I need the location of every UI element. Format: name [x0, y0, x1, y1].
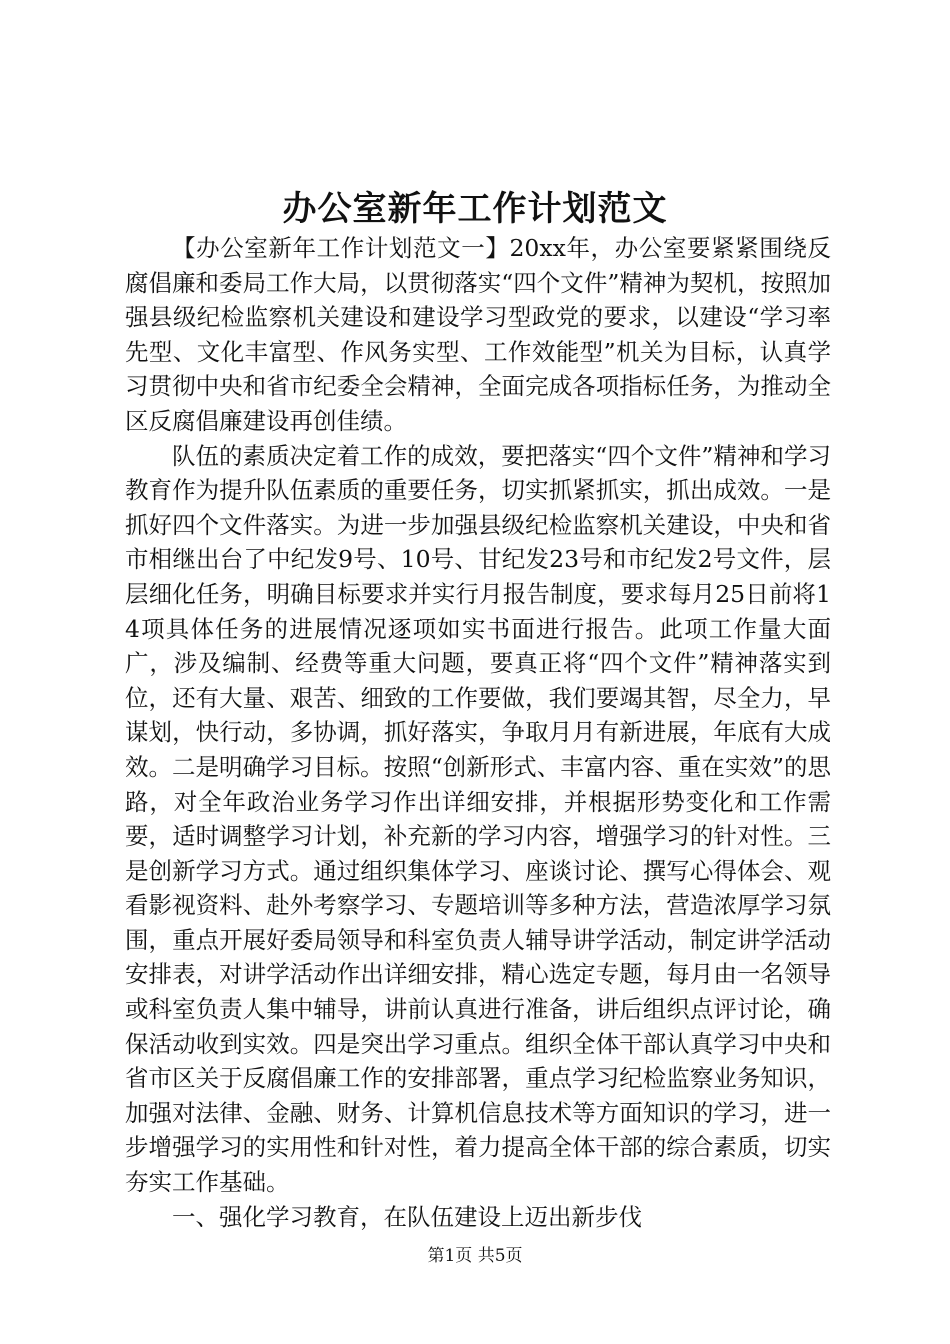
document-body: [125, 231, 831, 1234]
section-heading: 一、强化学习教育，在队伍建设上迈出新步伐: [172, 1202, 642, 1231]
paragraph-intro: 【办公室新年工作计划范文一】20xx年，办公室要紧紧围绕反腐倡廉和委局工作大局，以贯彻落实“四个文件”精神为契机，按照加强县级纪检监察机关建设和建设学习型政党的要求，以建设“学习率先型、文化丰富型、作风务实型、工作效能型”机关为目标，认真学习贯彻中央和省市纪委全会精神，全面完成各项指标任务，为推动全区反腐倡廉建设再创佳绩。: [125, 234, 831, 435]
document-title: 办公室新年工作计划范文: [282, 189, 668, 229]
page-number-footer: 第1页 共5页: [427, 1246, 523, 1266]
paragraph-team-quality: 队伍的素质决定着工作的成效，要把落实“四个文件”精神和学习教育作为提升队伍素质的重要任务，切实抓紧抓实，抓出成效。一是抓好四个文件落实。为进一步加强县级纪检监察机关建设，中央和省市相继出台了中纪发9号、10号、甘纪发23号和市纪发2号文件，层层细化任务，明确目标要求并实行月报告制度，要求每月25日前将14项具体任务的进展情况逐项如实书面进行报告。此项工作量大面广，涉及编制、经费等重大问题，要真正将“四个文件”精神落实到位，还有大量、艰苦、细致的工作要做，我们要竭其智，尽全力，早谋划，快行动，多协调，抓好落实，争取月月有新进展，年底有大成效。二是明确学习目标。按照“创新形式、丰富内容、重在实效”的思路，对全年政治业务学习作出详细安排，并根据形势变化和工作需要，适时调整学习计划，补充新的学习内容，增强学习的针对性。三是创新学习方式。通过组织集体学习、座谈讨论、撰写心得体会、观看影视资料、赴外考察学习、专题培训等多种方法，营造浓厚学习氛围，重点开展好委局领导和科室负责人辅导讲学活动，制定讲学活动安排表，对讲学活动作出详细安排，精心选定专题，每月由一名领导或科室负责人集中辅导，讲前认真进行准备，讲后组织点评讨论，确保活动收到实效。四是突出学习重点。组织全体干部认真学习中央和省市区关于反腐倡廉工作的安排部署，重点学习纪检监察业务知识，加强对法律、金融、财务、计算机信息技术等方面知识的学习，进一步增强学习的实用性和针对性，着力提高全体干部的综合素质，切实夯实工作基础。: [125, 441, 831, 1197]
